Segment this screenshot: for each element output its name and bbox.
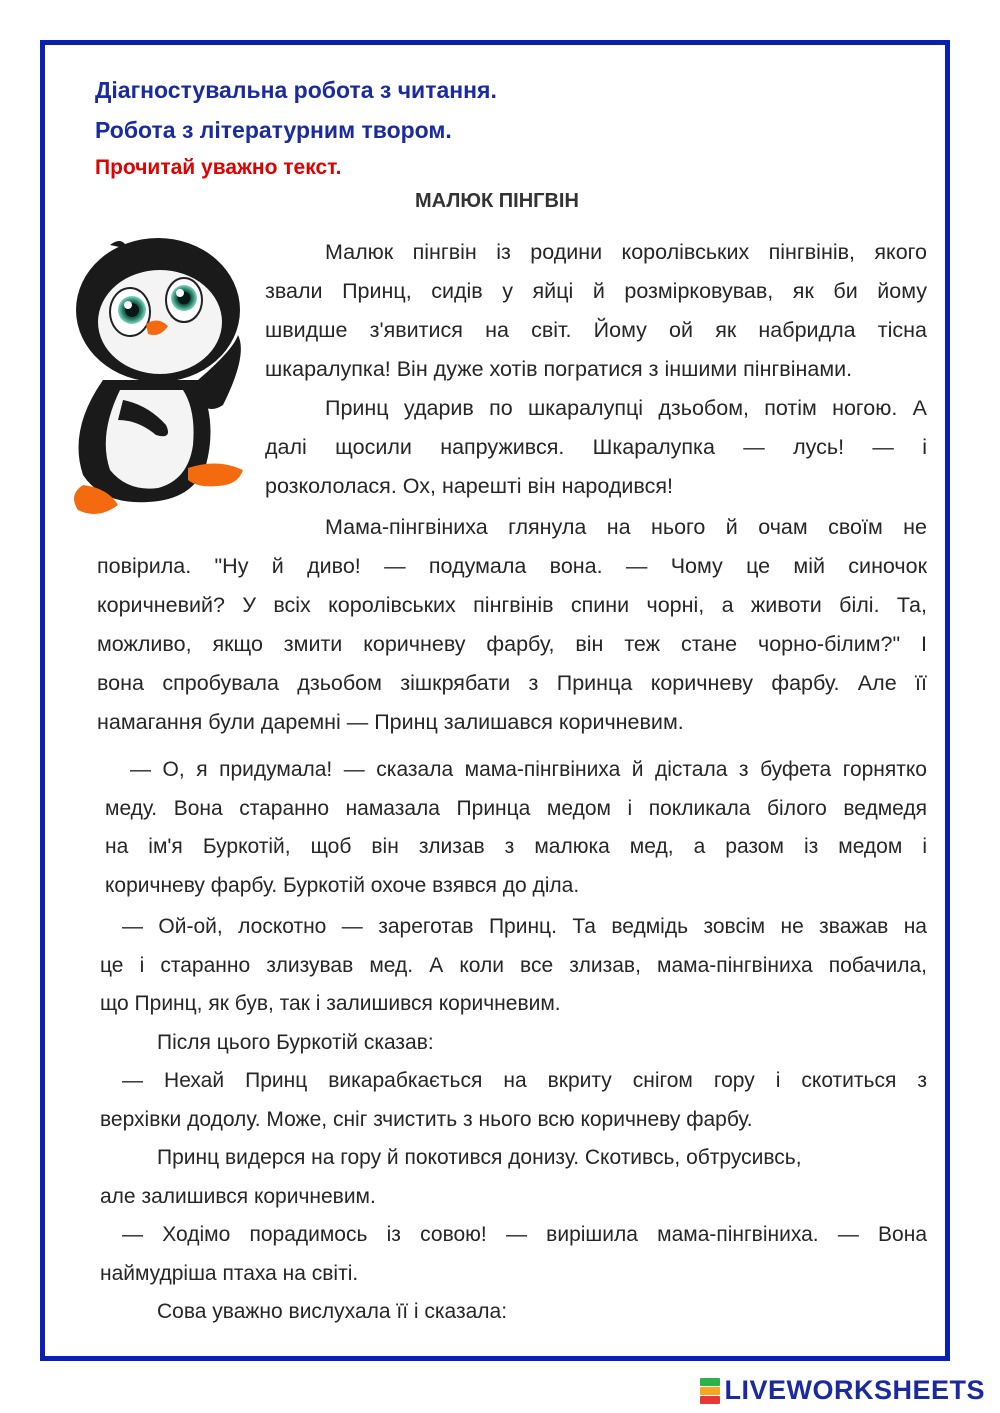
story-title: МАЛЮК ПІНГВІН [415, 190, 579, 212]
text-line: — Ходімо порадимось із совою! — вирішила мама-пінгвіниха. — Вона [122, 1223, 927, 1246]
text-line: меду. Вона старанно намазала Принца медом і покликала білого ведмедя [105, 796, 927, 820]
text-line: Сова уважно вислухала її і сказала: [157, 1300, 508, 1323]
text-line: далі щосили напружився. Шкаралупка — лусь! — і [265, 435, 927, 459]
text-line: вона спробувала дзьобом зішкрябати з Принца коричневу фарбу. Але її [97, 671, 927, 695]
text-line: коричневий? У всіх королівських пінгвінів спини чорні, а животи білі. Та, [97, 593, 927, 617]
text-line: розкололася. Ох, нарешті він народився! [265, 474, 673, 498]
text-line: повірила. "Ну й диво! — подумала вона. — Чому це мій синочок [97, 554, 927, 578]
text-line: Мама-пінгвіниха глянула на нього й очам своїм не [325, 515, 927, 539]
worksheet-heading-2: Робота з літературним твором. [95, 117, 452, 143]
liveworksheets-logo[interactable] [700, 1375, 985, 1407]
text-line: — Ой-ой, лоскотно — зареготав Принц. Та ведмідь зовсім не зважав на [122, 915, 927, 938]
story-paragraph-1 [265, 233, 927, 506]
liveworksheets-logo-icon [700, 1378, 720, 1404]
text-line: що Принц, як був, так і залишився коричневим. [100, 992, 561, 1015]
text-line: Принц видерся на гору й покотився донизу. Скотивсь, обтрусивсь, [157, 1146, 802, 1169]
text-line: намагання були даремні — Принц залишався коричневим. [97, 710, 684, 734]
liveworksheets-brand: LIVEWORKSHEETS [724, 1375, 985, 1405]
text-line: це і старанно злизував мед. А коли все злизав, мама-пінгвіниха побачила, [100, 953, 927, 977]
reading-instruction: Прочитай уважно текст. [95, 156, 342, 179]
worksheet-heading-1: Діагностувальна робота з читання. [95, 77, 497, 103]
text-line: але залишився коричневим. [100, 1184, 376, 1208]
text-line: Принц ударив по шкаралупці дзьобом, потім ногою. А [325, 396, 927, 420]
text-line: звали Принц, сидів у яйці й розмірковував, як би йому [265, 279, 927, 303]
story-paragraph-3 [97, 508, 927, 742]
story-paragraph-4 [105, 751, 927, 905]
text-line: шкаралупка! Він дуже хотів погратися з іншими пінгвінами. [265, 357, 853, 381]
story-paragraphs-5-10 [100, 908, 927, 1332]
text-line: швидше з'явитися на світ. Йому ой як набридла тісна [265, 318, 927, 342]
text-line: — О, я придумала! — сказала мама-пінгвіниха й дістала з буфета горнятко [130, 758, 927, 781]
text-line: — Нехай Принц викарабкається на вкриту снігом гору і скотиться з [122, 1069, 927, 1092]
text-line: наймудріша птаха на світі. [100, 1261, 359, 1285]
penguin-illustration [48, 230, 253, 530]
text-line: можливо, якщо змити коричневу фарбу, він теж стане чорно-білим?" І [97, 632, 927, 656]
text-line: Після цього Буркотій сказав: [157, 1030, 434, 1054]
text-line: верхівки додолу. Може, сніг зчистить з нього всю коричневу фарбу. [100, 1107, 753, 1131]
text-line: на ім'я Буркотій, щоб він злизав з малюка мед, а разом із медом і [105, 835, 927, 858]
text-line: коричневу фарбу. Буркотій охоче взявся до діла. [105, 873, 580, 897]
text-line: Малюк пінгвін із родини королівських пінгвінів, якого [325, 240, 927, 264]
